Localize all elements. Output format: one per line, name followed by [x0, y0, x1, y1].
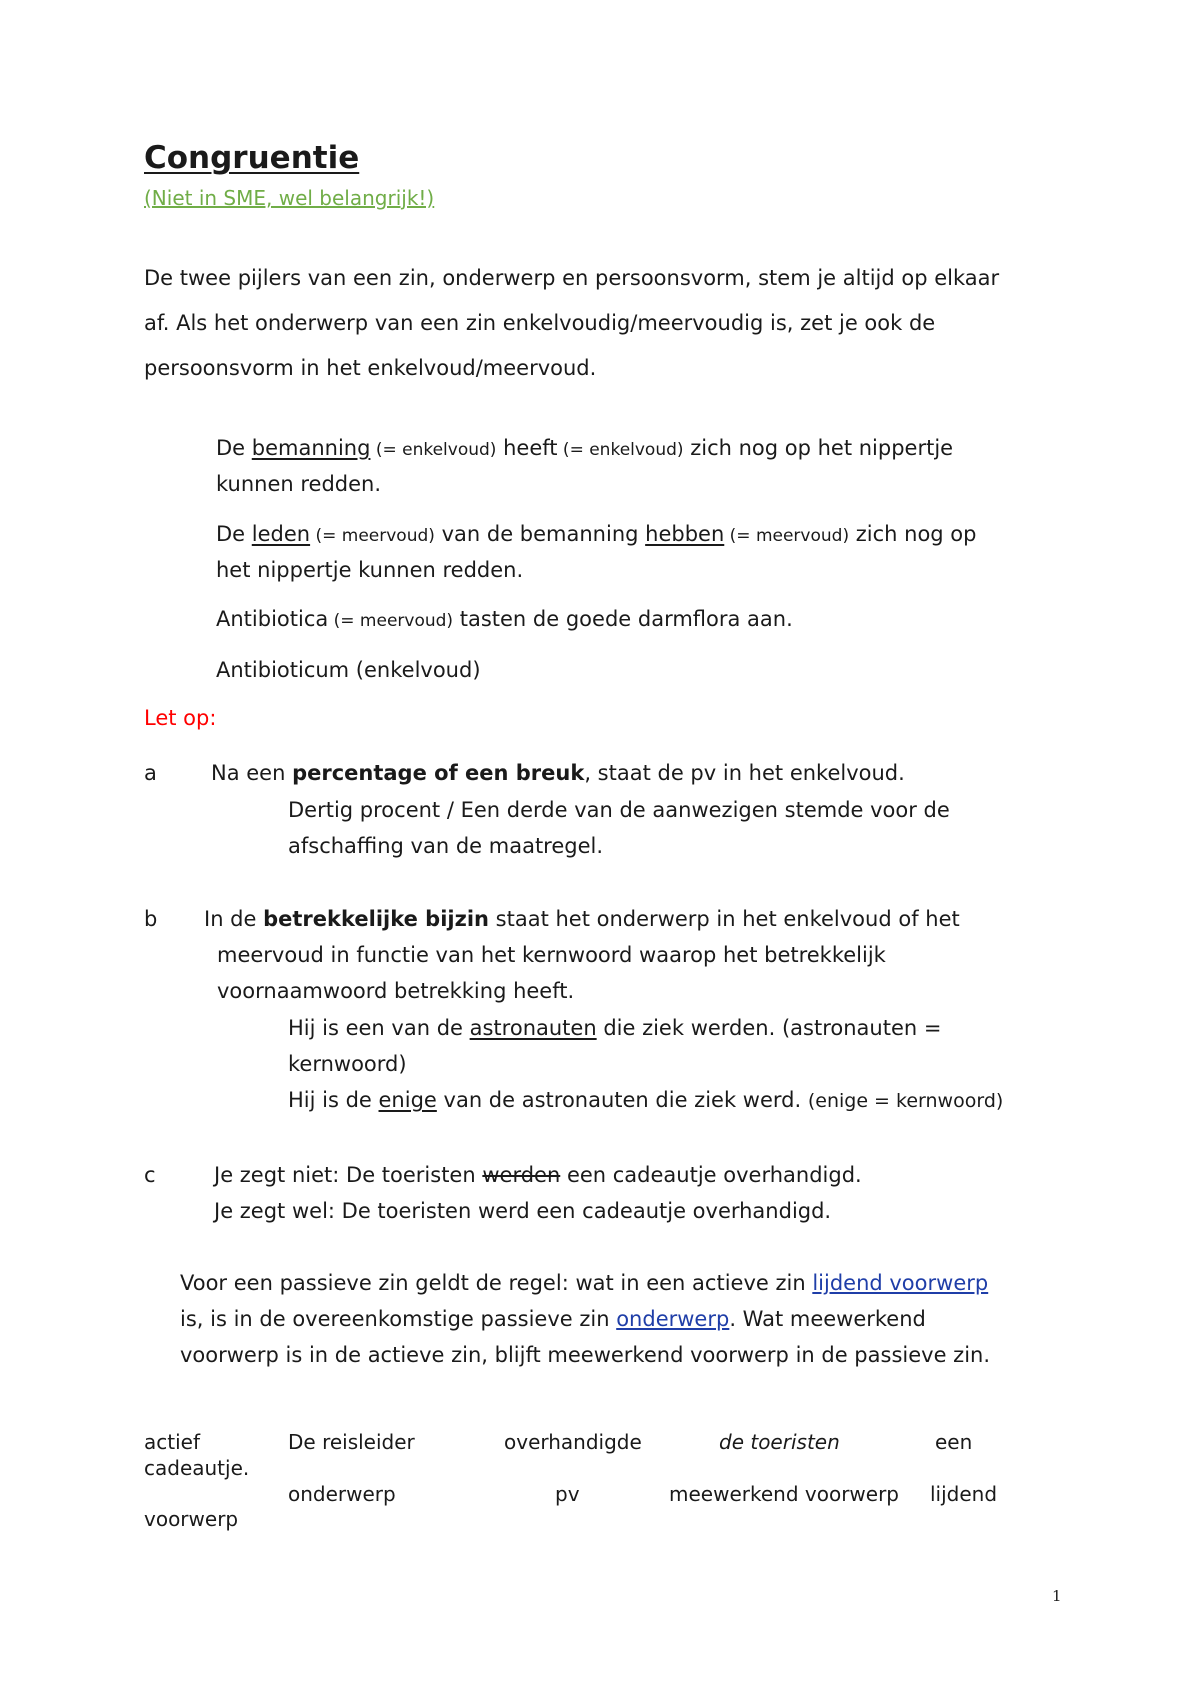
- table-row-1-col-2: De reisleider: [288, 1430, 415, 1454]
- table-row-2-col-4: meewerkend voorwerp: [669, 1482, 899, 1506]
- rule-a-example: Dertig procent / Een derde van de aanwezigen stemde voor de afschaffing van de maatregel.: [288, 798, 950, 858]
- example-1: De bemanning (= enkelvoud) heeft (= enkelvoud) zich nog op het nippertje kunnen redden.: [216, 436, 954, 496]
- example-2: De leden (= meervoud) van de bemanning hebben (= meervoud) zich nog op het nippertje kunnen redden.: [216, 522, 977, 582]
- onderwerp-link[interactable]: onderwerp: [616, 1307, 730, 1331]
- attention-label: Let op:: [144, 706, 217, 730]
- table-row-1-col-4: de toeristen: [719, 1430, 840, 1454]
- page-number: 1: [1052, 1587, 1062, 1605]
- subject-underline: leden: [251, 522, 311, 546]
- verb-underline: hebben: [645, 522, 725, 546]
- incorrect-verb-strikethrough: werden: [482, 1163, 561, 1187]
- table-row-1-col-3: overhandigde: [504, 1430, 642, 1454]
- passive-rule-paragraph: Voor een passieve zin geldt de regel: wat in een actieve zin lijdend voorwerp is, is in de overeenkomstige passieve zin onderwerp. Wat meewerkend voorwerp is in de actieve zin, blijft meewerkend voorwerp in de passieve zin.: [180, 1271, 991, 1367]
- rule-a-label: a: [144, 761, 157, 785]
- rule-a-text: Na een percentage of een breuk, staat de pv in het enkelvoud.: [211, 761, 905, 785]
- intro-paragraph: [144, 256, 1084, 391]
- example-4: Antibioticum (enkelvoud): [216, 658, 481, 682]
- intro-line-3: persoonsvorm in het enkelvoud/meervoud.: [144, 356, 597, 380]
- table-row-2-col-3: pv: [555, 1482, 580, 1506]
- table-row-1-wrap: cadeautje.: [144, 1456, 250, 1480]
- rule-b-text-line-1: In de betrekkelijke bijzin staat het onderwerp in het enkelvoud of het: [204, 907, 960, 931]
- kernwoord-underline: astronauten: [469, 1016, 597, 1040]
- rule-b-examples: Hij is een van de astronauten die ziek werden. (astronauten = kernwoord) Hij is de enige van de astronauten die ziek werd. (enige = kernwoord): [288, 1016, 1004, 1112]
- table-row-2-col-2: onderwerp: [288, 1482, 396, 1506]
- table-row-1-col-5: een: [935, 1430, 973, 1454]
- rule-b-text-cont: meervoud in functie van het kernwoord waarop het betrekkelijk voornaamwoord betrekking heeft.: [217, 943, 886, 1003]
- example-3: Antibiotica (= meervoud) tasten de goede darmflora aan.: [216, 607, 793, 631]
- kernwoord-underline: enige: [378, 1088, 437, 1112]
- rule-c-text: Je zegt niet: De toeristen werden een cadeautje overhandigd. Je zegt wel: De toeristen werd een cadeautje overhandigd.: [214, 1163, 862, 1223]
- intro-line-1: De twee pijlers van een zin, onderwerp en persoonsvorm, stem je altijd op elkaar: [144, 266, 1000, 290]
- subtitle-note: (Niet in SME, wel belangrijk!): [144, 186, 435, 210]
- table-row-1-col-1: actief: [144, 1430, 200, 1454]
- intro-line-2: af. Als het onderwerp van een zin enkelvoudig/meervoudig is, zet je ook de: [144, 311, 936, 335]
- subject-underline: bemanning: [251, 436, 371, 460]
- table-row-2-wrap: voorwerp: [144, 1507, 239, 1531]
- rule-b-label: b: [144, 907, 158, 931]
- table-row-2-col-5: lijdend: [930, 1482, 998, 1506]
- lijdend-voorwerp-link[interactable]: lijdend voorwerp: [812, 1271, 989, 1295]
- page-title: Congruentie: [144, 140, 360, 176]
- rule-c-label: c: [144, 1163, 156, 1187]
